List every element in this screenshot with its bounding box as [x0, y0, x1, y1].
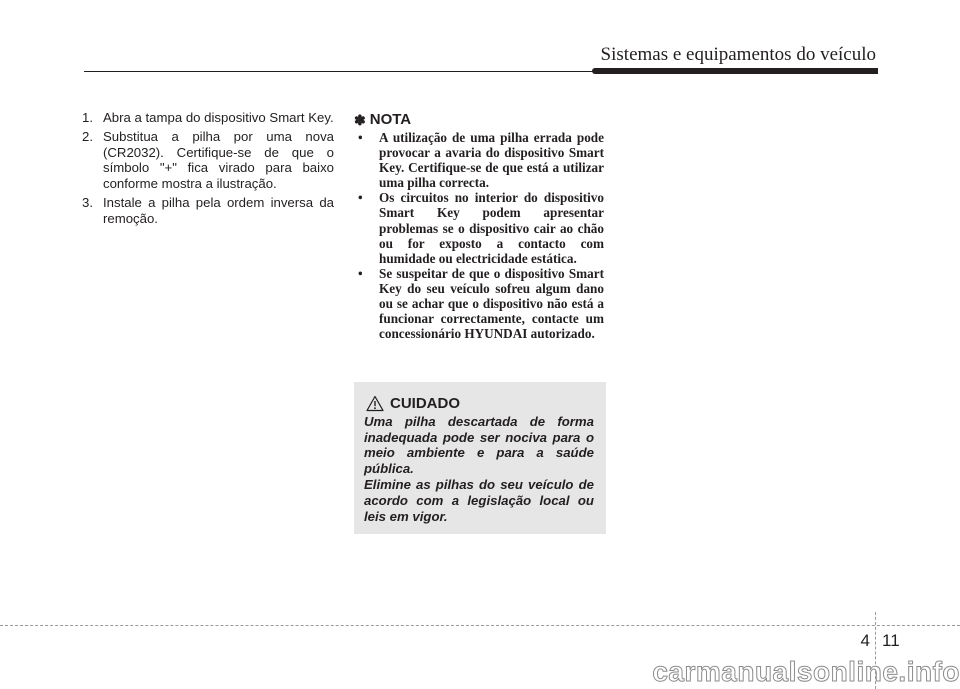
caution-box — [354, 382, 606, 534]
instruction-step — [82, 129, 334, 192]
step-text: Abra a tampa do dispositivo Smart Key. — [103, 110, 334, 125]
note-text: Os circuitos no interior do dispositivo Smart Key podem apresentar problemas se o dispositivo cair ao chão ou for exposto a contacto com humidade ou electricidade estática. — [379, 190, 604, 266]
step-number: 1. — [82, 110, 93, 125]
page-number: 11 — [882, 631, 900, 650]
warning-triangle-icon — [366, 395, 384, 412]
footer-rule — [0, 625, 960, 626]
caution-body — [364, 414, 594, 525]
instruction-step — [82, 110, 334, 126]
bullet-icon: • — [358, 130, 363, 145]
bullet-icon: • — [358, 265, 363, 281]
asterisk-icon: ✽ — [354, 112, 366, 128]
caution-heading — [366, 393, 460, 413]
note-item — [354, 266, 606, 341]
instructions-list — [82, 110, 334, 230]
chapter-number: 4 — [860, 631, 870, 650]
caution-paragraph: Elimine as pilhas do seu veículo de acordo com a legislação local ou leis em vigor. — [364, 477, 594, 524]
bullet-icon: • — [358, 190, 363, 206]
step-number: 2. — [82, 128, 93, 144]
note-text: A utilização de uma pilha errada pode provocar a avaria do dispositivo Smart Key. Certifique-se de que está a utilizar uma pilha correcta. — [379, 130, 604, 191]
note-heading — [354, 110, 606, 130]
note-title: NOTA — [369, 111, 412, 128]
note-text: Se suspeitar de que o dispositivo Smart Key do seu veículo sofreu algum dano ou se achar que o dispositivo não está a funcionar correctamente, contacte um concessionário HYUNDAI autorizado. — [379, 265, 604, 342]
watermark: carmanualsonline.info — [652, 656, 960, 687]
caution-title: CUIDADO — [390, 394, 460, 412]
step-number: 3. — [82, 194, 93, 210]
step-text: Substitua a pilha por uma nova (CR2032). Certifique-se de que o símbolo "+" fica virado para baixo conforme mostra a ilustração. — [103, 128, 334, 192]
header-rule-accent — [592, 68, 878, 74]
instruction-step — [82, 195, 334, 227]
section-title: Sistemas e equipamentos do veículo — [600, 44, 876, 65]
note-item — [354, 130, 606, 190]
header-rule — [84, 71, 604, 72]
note-section — [354, 110, 606, 341]
caution-paragraph: Uma pilha descartada de forma inadequada pode ser nociva para o meio ambiente e para a saúde pública. — [364, 414, 594, 476]
step-text: Instale a pilha pela ordem inversa da remoção. — [103, 194, 334, 226]
note-item — [354, 190, 606, 265]
